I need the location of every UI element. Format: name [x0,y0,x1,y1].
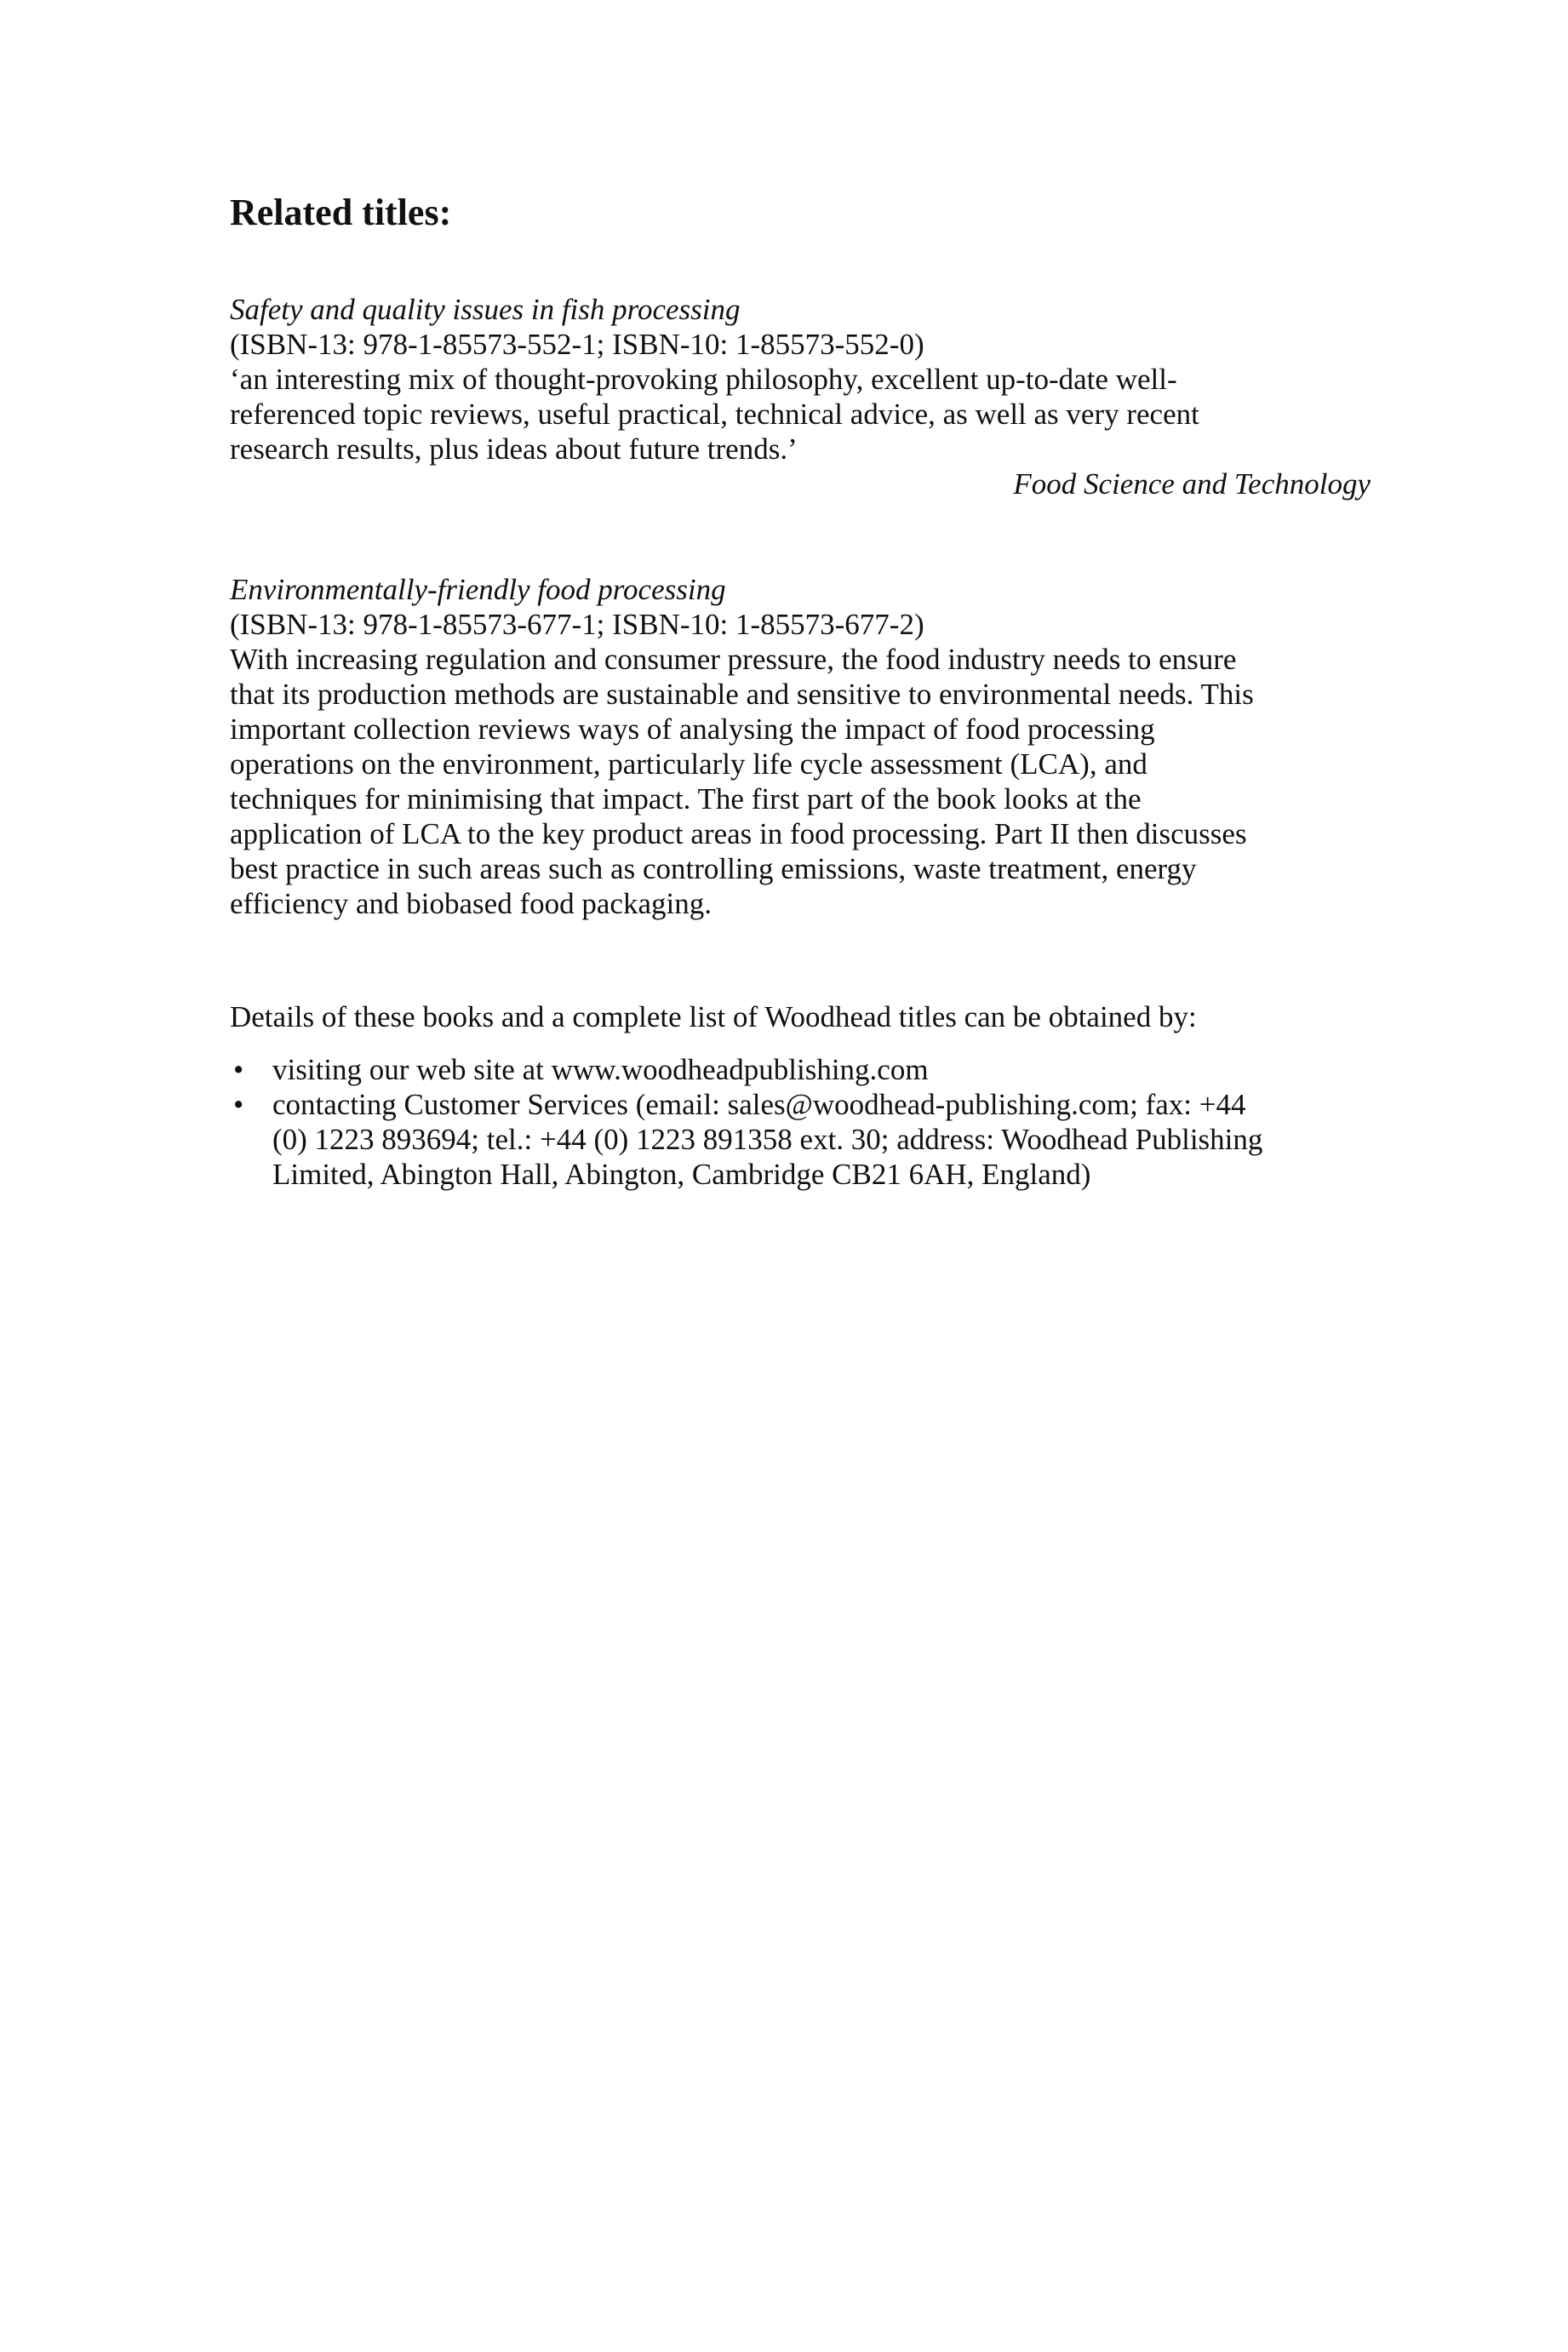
book-description-line: With increasing regulation and consumer pressure, the food industry needs to ensure [230,643,1237,676]
page-heading: Related titles: [230,192,452,233]
bullet-icon: • [233,1088,244,1121]
book-description-line: operations on the environment, particularly life cycle assessment (LCA), and [230,747,1147,781]
book-description-line: application of LCA to the key product areas in food processing. Part II then discusses [230,817,1247,850]
list-item-customer-services [230,1087,1371,1192]
related-title-2 [230,572,1371,921]
book-isbn: (ISBN-13: 978-1-85573-552-1; ISBN-10: 1-85573-552-0) [230,328,924,361]
review-source: Food Science and Technology [1013,467,1371,501]
contact-line: (0) 1223 893694; tel.: +44 (0) 1223 891358 ext. 30; address: Woodhead Publishing [272,1123,1263,1156]
book-description-line: that its production methods are sustainable and sensitive to environmental needs. This [230,678,1254,711]
website-line: visiting our web site at www.woodheadpublishing.com [272,1053,929,1086]
book-isbn: (ISBN-13: 978-1-85573-677-1; ISBN-10: 1-85573-677-2) [230,608,924,641]
book-review-line: referenced topic reviews, useful practical, technical advice, as well as very recent [230,398,1199,431]
book-title: Environmentally-friendly food processing [230,573,726,606]
contact-list [230,1052,1371,1192]
details-intro: Details of these books and a complete list of Woodhead titles can be obtained by: [230,1000,1197,1033]
list-item-website [230,1052,1371,1087]
book-title: Safety and quality issues in fish processing [230,293,741,326]
book-description-line: important collection reviews ways of analysing the impact of food processing [230,712,1155,746]
book-review-line: research results, plus ideas about future trends.’ [230,432,798,466]
bullet-icon: • [233,1053,244,1086]
contact-line: contacting Customer Services (email: sales@woodhead-publishing.com; fax: +44 [272,1088,1246,1121]
book-description-line: techniques for minimising that impact. The first part of the book looks at the [230,782,1142,815]
book-description-line: efficiency and biobased food packaging. [230,887,712,920]
book-description-line: best practice in such areas such as controlling emissions, waste treatment, energy [230,852,1197,885]
related-title-1 [230,292,1371,501]
contact-line: Limited, Abington Hall, Abington, Cambridge CB21 6AH, England) [272,1158,1091,1191]
ordering-details [230,999,1371,1034]
book-review-line: ‘an interesting mix of thought-provoking philosophy, excellent up-to-date well- [230,363,1177,396]
